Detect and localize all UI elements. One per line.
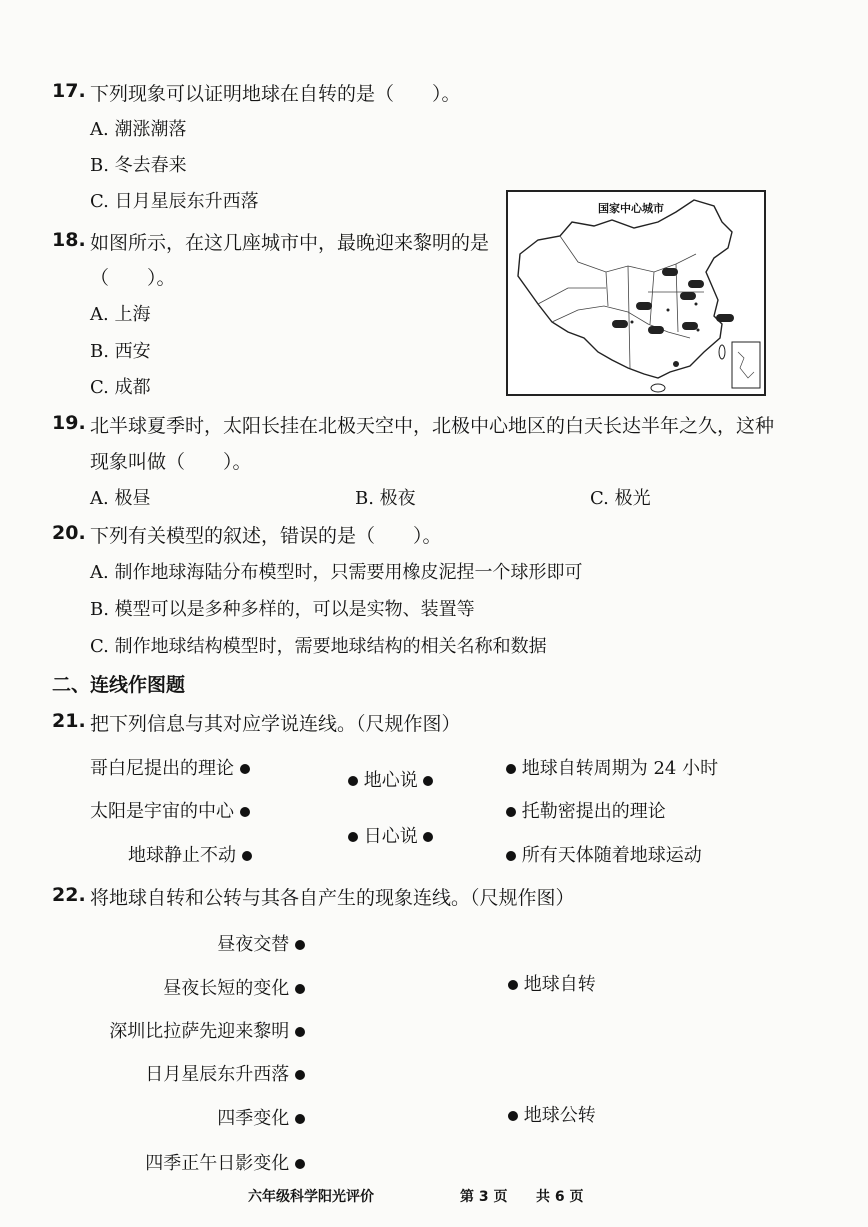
q17-stem: 下列现象可以证明地球在自转的是（ ）。 — [90, 83, 461, 105]
connector-dot[interactable] — [423, 776, 433, 786]
china-map-icon — [508, 192, 764, 394]
q22-left-item: 日月星辰东升西落 — [145, 1060, 305, 1086]
q22-right-item: 地球公转 — [508, 1101, 596, 1127]
q22-left-item: 昼夜交替 — [217, 930, 305, 956]
connector-dot[interactable] — [240, 764, 250, 774]
q22-left-item: 四季正午日影变化 — [145, 1149, 305, 1175]
connector-dot[interactable] — [295, 940, 305, 950]
q19-option-a: A. 极昼 — [90, 488, 151, 509]
q22-stem: 将地球自转和公转与其各自产生的现象连线。（尺规作图） — [90, 887, 575, 909]
q18-option-c: C. 成都 — [90, 377, 151, 398]
q19-option-b: B. 极夜 — [355, 488, 416, 509]
q22-left-item: 深圳比拉萨先迎来黎明 — [109, 1017, 305, 1043]
connector-dot[interactable] — [348, 776, 358, 786]
q22-left-item: 昼夜长短的变化 — [163, 974, 305, 1000]
connector-dot[interactable] — [295, 1027, 305, 1037]
q20-option-b: B. 模型可以是多种多样的，可以是实物、装置等 — [90, 599, 475, 620]
q21-right-item: 地球自转周期为 24 小时 — [506, 754, 718, 780]
connector-dot[interactable] — [295, 1070, 305, 1080]
footer-page-number: 第 3 页 — [460, 1189, 508, 1205]
q21-left-item: 哥白尼提出的理论 — [90, 754, 250, 780]
connector-dot[interactable] — [506, 851, 516, 861]
q20-number: 20. — [52, 522, 86, 544]
q18-option-a: A. 上海 — [90, 304, 151, 325]
q21-middle-item: 日心说 — [348, 822, 433, 848]
map-title: 国家中心城市 — [598, 202, 664, 215]
connector-dot[interactable] — [423, 832, 433, 842]
china-map-figure — [506, 190, 766, 396]
q21-left-item: 地球静止不动 — [128, 841, 252, 867]
q17-option-c: C. 日月星辰东升西落 — [90, 191, 259, 212]
connector-dot[interactable] — [508, 980, 518, 990]
connector-dot[interactable] — [295, 984, 305, 994]
connector-dot[interactable] — [240, 807, 250, 817]
q20-option-a: A. 制作地球海陆分布模型时，只需要用橡皮泥捏一个球形即可 — [90, 562, 583, 583]
connector-dot[interactable] — [295, 1114, 305, 1124]
q17-option-b: B. 冬去春来 — [90, 155, 187, 176]
q18-option-b: B. 西安 — [90, 341, 151, 362]
q19-option-c: C. 极光 — [590, 488, 651, 509]
q18-number: 18. — [52, 229, 86, 251]
section-2-title: 二、连线作图题 — [52, 674, 186, 696]
footer-total-pages: 共 6 页 — [536, 1189, 584, 1205]
connector-dot[interactable] — [508, 1111, 518, 1121]
q22-number: 22. — [52, 884, 86, 906]
q18-stem-line1: 如图所示，在这几座城市中，最晚迎来黎明的是 — [90, 232, 490, 254]
q21-left-item: 太阳是宇宙的中心 — [90, 797, 250, 823]
connector-dot[interactable] — [506, 764, 516, 774]
q18-stem-line2: （ ）。 — [90, 267, 176, 289]
q17-number: 17. — [52, 80, 86, 102]
q22-left-item: 四季变化 — [217, 1104, 305, 1130]
q20-option-c: C. 制作地球结构模型时，需要地球结构的相关名称和数据 — [90, 636, 547, 657]
q22-right-item: 地球自转 — [508, 970, 596, 996]
q19-stem-line1: 北半球夏季时，太阳长挂在北极天空中，北极中心地区的白天长达半年之久，这种 — [90, 415, 775, 437]
q21-right-item: 托勒密提出的理论 — [506, 797, 666, 823]
connector-dot[interactable] — [348, 832, 358, 842]
connector-dot[interactable] — [242, 851, 252, 861]
q19-number: 19. — [52, 412, 86, 434]
q20-stem: 下列有关模型的叙述，错误的是（ ）。 — [90, 525, 442, 547]
connector-dot[interactable] — [295, 1159, 305, 1169]
q21-middle-item: 地心说 — [348, 766, 433, 792]
q21-right-item: 所有天体随着地球运动 — [506, 841, 702, 867]
q21-stem: 把下列信息与其对应学说连线。（尺规作图） — [90, 713, 461, 735]
q19-stem-line2: 现象叫做（ ）。 — [90, 451, 252, 473]
q21-number: 21. — [52, 710, 86, 732]
connector-dot[interactable] — [506, 807, 516, 817]
footer-subject: 六年级科学阳光评价 — [248, 1189, 374, 1205]
q17-option-a: A. 潮涨潮落 — [90, 119, 187, 140]
